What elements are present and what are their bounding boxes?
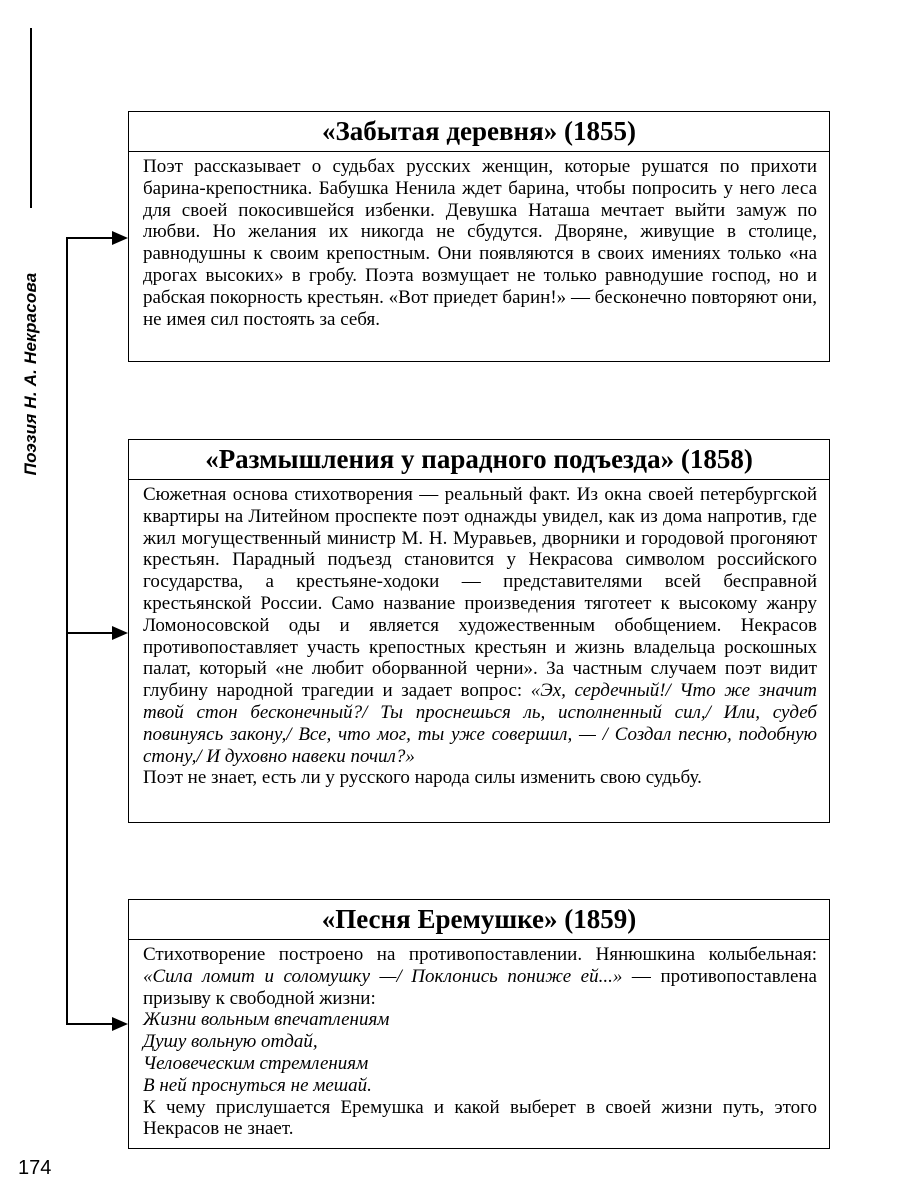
- side-vertical-rule: [30, 28, 32, 208]
- section-box-2: [128, 439, 830, 823]
- section-paragraph: [143, 484, 817, 767]
- section-body: [129, 940, 829, 1146]
- section-closing: К чему прислушается Еремушка и какой выберет в своей жизни путь, этого Некрасов не знает.: [143, 1096, 817, 1140]
- section-box-1: [128, 111, 830, 362]
- section-body: [129, 480, 829, 795]
- arrow-to-section-1: [66, 237, 122, 239]
- section-text: Поэт рассказывает о судьбах русских женщин, которые рушатся по прихоти барина-крепостника. Бабушка Ненила ждет барина, чтобы попросить у него леса для своей покосившейся избенки. Девушка Наташа мечтает выйти замуж по любви. Но желания их никогда не сбудутся. Дворяне, живущие в столице, равнодушны к своим крепостным. Они появляются в своих имениях только «на дрогах высоких» в гробу. Поэта возмущает не только равнодушие господ, но и рабская покорность крестьян. «Вот приедет барин!» — бесконечно повторяют они, не имея сил постоять за себя.: [143, 156, 817, 330]
- arrow-to-section-2: [66, 632, 122, 634]
- verse-line: Человеческим стремлениям: [143, 1052, 369, 1074]
- section-body: [129, 152, 829, 336]
- running-title-container: [3, 224, 59, 524]
- section-title: «Песня Еремушке» (1859): [129, 900, 829, 940]
- section-closing: Поэт не знает, есть ли у русского народа силы изменить свою судьбу.: [143, 767, 702, 789]
- arrow-to-section-3: [66, 1023, 122, 1025]
- section-intro-end: — противопоставлена призыву к свободной жизни:: [143, 965, 817, 1009]
- section-box-3: [128, 899, 830, 1149]
- section-intro: Стихотворение построено на противопоставлении. Нянюшкина колыбельная:: [143, 944, 817, 965]
- section-title: «Размышления у парадного подъезда» (1858): [129, 440, 829, 480]
- page-number: 174: [18, 1157, 52, 1179]
- running-title: Поэзия Н. А. Некрасова: [21, 272, 40, 476]
- section-text: Сюжетная основа стихотворения — реальный факт. Из окна своей петербургской квартиры на Литейном проспекте поэт однажды увидел, как из дома напротив, где жил могущественный министр М. Н. Муравьев, дворники и городовой прогоняют крестьян. Парадный подъезд становится у Некрасова символом российского государства, а крестьяне-ходоки — представителями всей бесправной крестьянской России. Само название произведения тяготеет к высокому жанру Ломоносовской оды и является художественным обобщением. Некрасов противопоставляет участь крепостных крестьян и жизнь владельца роскошных палат, который «не любит оборванной черни». За частным случаем поэт видит глубину народной трагедии и задает вопрос:: [143, 484, 817, 702]
- verse-line: В ней проснуться не мешай.: [143, 1074, 372, 1096]
- verse-line: Жизни вольным впечатлениям: [143, 1009, 390, 1031]
- lullaby-quote: «Сила ломит и соломушку —/ Поклонись пониже ей...»: [143, 965, 623, 987]
- verse-line: Душу вольную отдай,: [143, 1031, 318, 1053]
- section-title: «Забытая деревня» (1855): [129, 112, 829, 152]
- poem-quote: «Эх, сердечный!/ Что же значит твой стон бесконечный?/ Ты проснешься ль, исполненный сил,/ Или, судеб повинуясь закону,/ Все, что мог, ты уже совершил, — / Создал песню, подобную стону,/ И духовно навеки почил?»: [143, 680, 817, 767]
- section-paragraph: [143, 944, 817, 1009]
